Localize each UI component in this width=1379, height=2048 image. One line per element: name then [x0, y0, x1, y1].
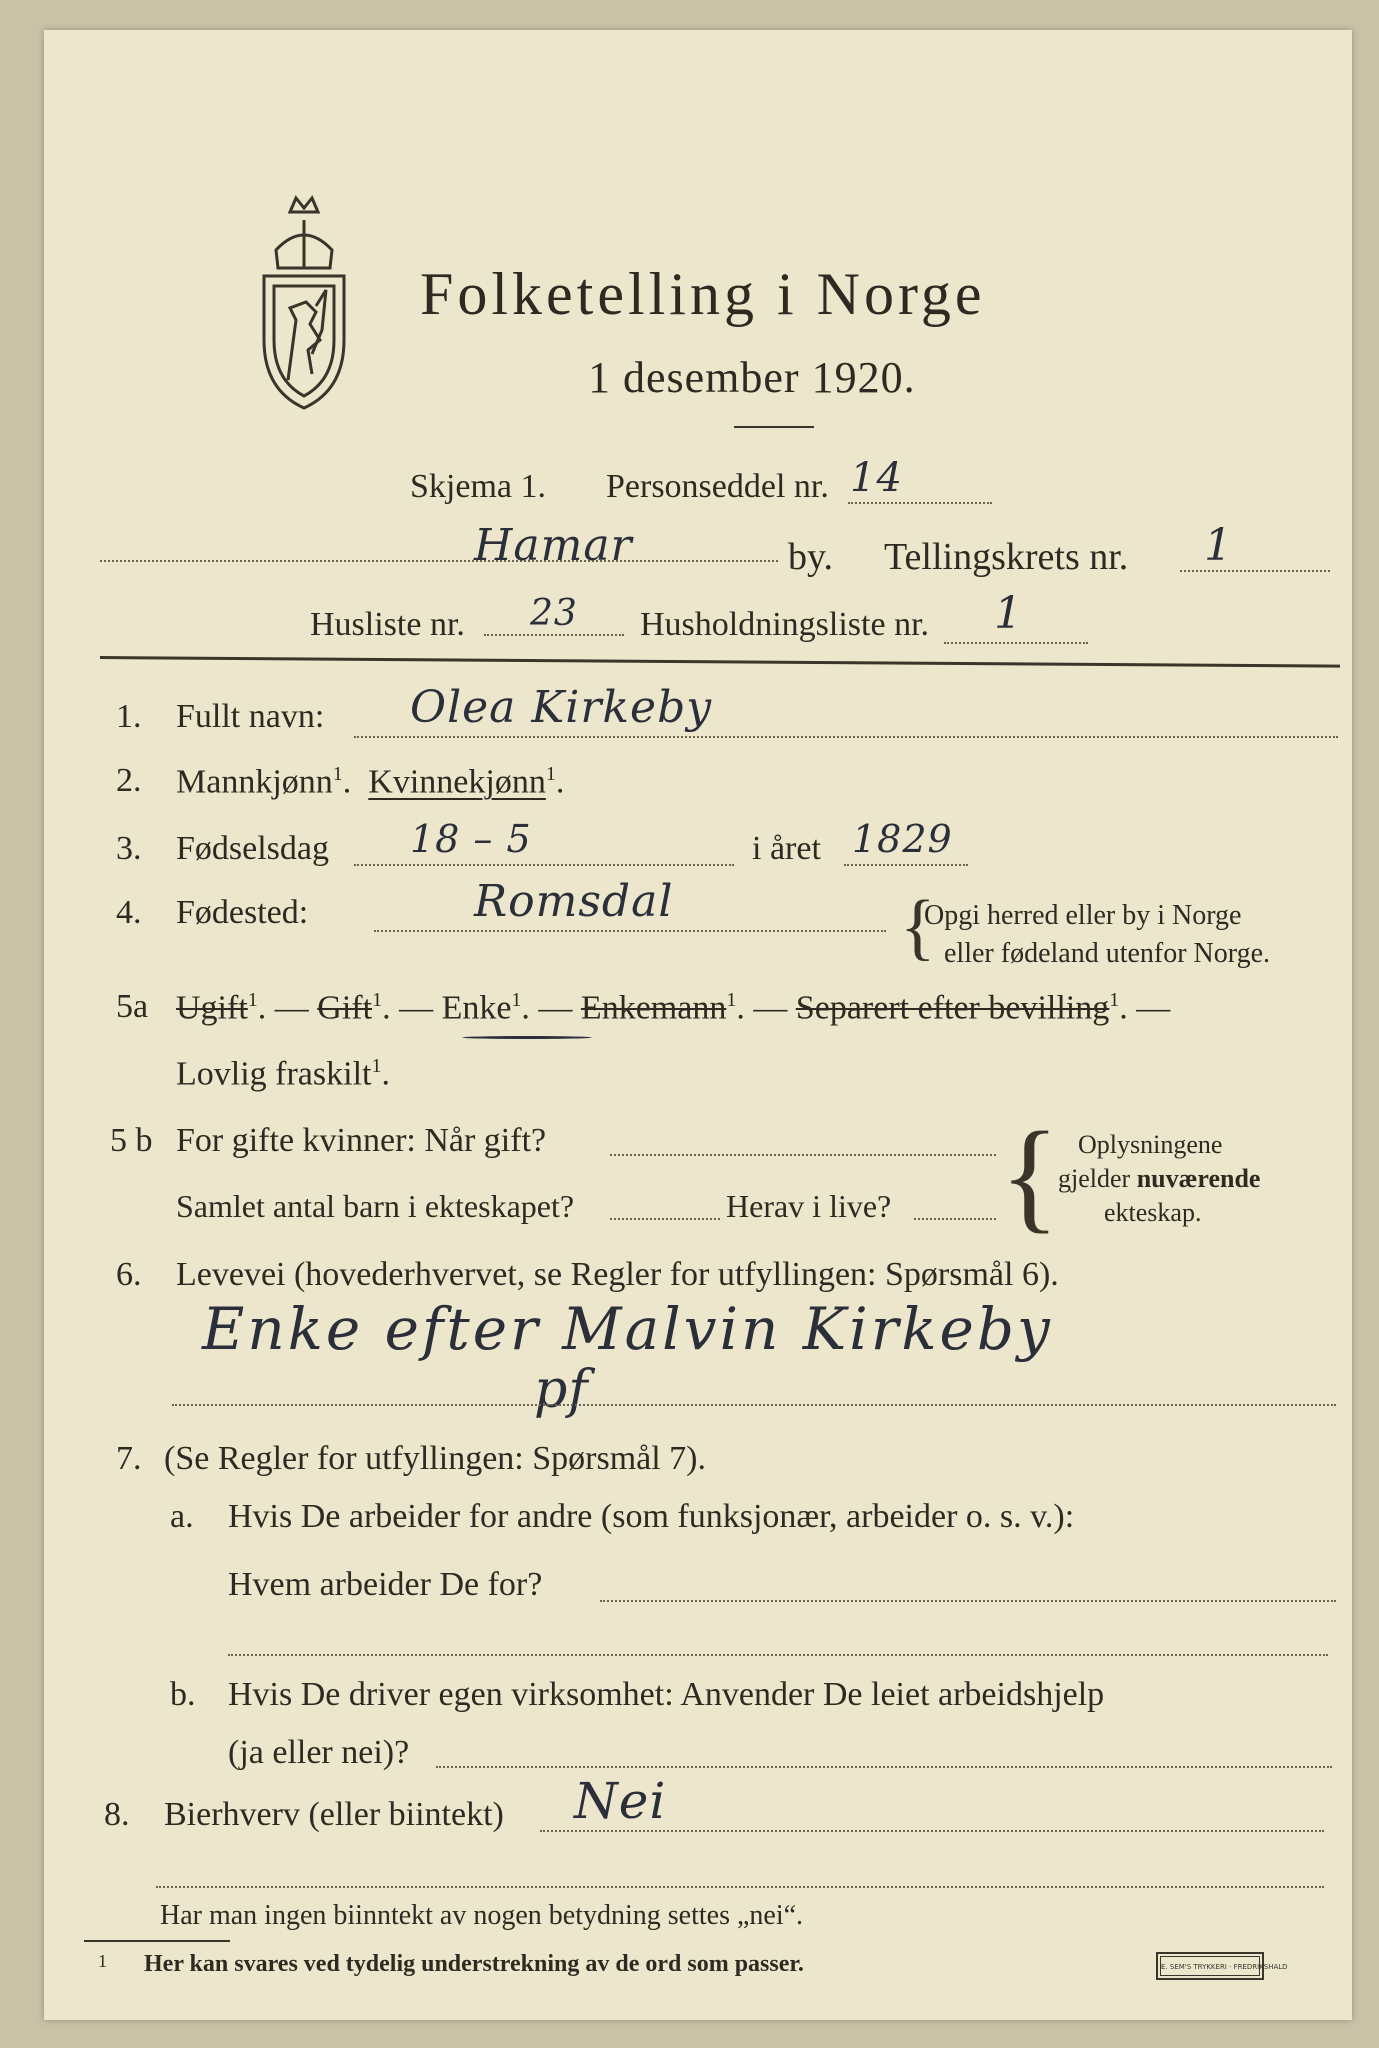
q5b-label1: For gifte kvinner: Når gift? — [176, 1122, 547, 1159]
q8-line — [540, 1830, 1324, 1832]
personseddel-label: Personseddel nr. — [606, 468, 829, 505]
q1-label: Fullt navn: — [176, 698, 325, 735]
q7a-number: a. — [170, 1498, 194, 1535]
q2-number: 2. — [116, 762, 142, 799]
q6-value[interactable]: Enke efter Malvin Kirkeby — [202, 1295, 1053, 1363]
q4-value[interactable]: Romsdal — [474, 876, 674, 927]
q4-note-line1: Opgi herred eller by i Norge — [924, 900, 1242, 931]
husliste-value[interactable]: 23 — [530, 593, 578, 634]
q5a-options: Ugift$^1$. — Gift$^1$. — Enke$^1$. — Enkemann$^1$. — Separert efter bevilling$^1$. — — [176, 989, 1171, 1027]
footer-note: Har man ingen biinntekt av nogen betydning settes „nei“. — [160, 1900, 804, 1931]
q3-year-line — [844, 864, 968, 866]
q5b-alive-line — [914, 1218, 996, 1220]
q7a-line1 — [600, 1600, 1336, 1602]
q7b-line — [436, 1766, 1332, 1768]
q7-number: 7. — [116, 1440, 142, 1477]
q1-line — [354, 736, 1338, 738]
q8-number: 8. — [104, 1796, 130, 1833]
q4-number: 4. — [116, 894, 142, 931]
q5b-married-line — [610, 1154, 996, 1156]
q7b-label: Hvis De driver egen virksomhet: Anvender De leiet arbeidshjelp — [228, 1676, 1105, 1713]
q8-value[interactable]: Nei — [574, 1772, 667, 1830]
q3-year-label: i året — [752, 830, 821, 867]
husholdning-value[interactable]: 1 — [994, 588, 1023, 639]
q5b-label2: Samlet antal barn i ekteskapet? — [176, 1188, 575, 1224]
census-form — [44, 30, 1352, 2020]
printer-stamp: E. SEM'S TRYKKERI · FREDRIKSHALD — [1156, 1952, 1264, 1980]
q4-label: Fødested: — [176, 894, 309, 931]
q4-line — [374, 930, 886, 932]
q1-number: 1. — [116, 698, 142, 735]
form-date: 1 desember 1920. — [588, 353, 916, 402]
q3-day-line — [354, 864, 734, 866]
tellingskrets-value[interactable]: 1 — [1204, 520, 1233, 571]
tellingskrets-line — [1180, 570, 1330, 572]
q3-number: 3. — [116, 830, 142, 867]
q5a-gift[interactable]: Gift — [317, 989, 373, 1027]
q3-year-value[interactable]: 1829 — [852, 817, 953, 861]
q5b-brace: { — [1000, 1107, 1060, 1244]
q7a-line2 — [228, 1654, 1328, 1656]
footnote-divider — [84, 1940, 230, 1942]
q3-day-value[interactable]: 18 – 5 — [410, 817, 532, 861]
q7-label: (Se Regler for utfyllingen: Spørsmål 7). — [164, 1440, 707, 1477]
q5a-enke[interactable]: Enke — [441, 989, 512, 1027]
q5a-separert[interactable]: Separert efter bevilling — [795, 989, 1110, 1027]
q3-label: Fødselsdag — [176, 830, 329, 867]
q7b-label2: (ja eller nei)? — [228, 1734, 410, 1771]
q2-male[interactable]: Mannkjønn — [176, 763, 333, 801]
q6-label: Levevei (hovederhvervet, se Regler for utfyllingen: Spørsmål 6). — [176, 1256, 1059, 1293]
schema-label: Skjema 1. — [410, 468, 546, 505]
q8-label: Bierhverv (eller biintekt) — [164, 1796, 504, 1833]
q5b-note2: gjelder nuværende — [1058, 1164, 1261, 1193]
q5b-children-line — [610, 1218, 720, 1220]
place-value[interactable]: Hamar — [474, 520, 633, 571]
q5a-enkemann[interactable]: Enkemann — [580, 989, 727, 1027]
husholdning-line — [944, 642, 1088, 644]
q6-number: 6. — [116, 1256, 142, 1293]
coat-of-arms-icon — [250, 190, 358, 415]
q5b-note1: Oplysningene — [1078, 1130, 1223, 1159]
q7a-label: Hvis De arbeider for andre (som funksjonær, arbeider o. s. v.): — [228, 1498, 1075, 1535]
husliste-line — [484, 634, 624, 636]
q5a-fraskilt: Lovlig fraskilt$^1$. — [176, 1055, 390, 1093]
q5b-label3: Herav i live? — [726, 1188, 892, 1224]
q4-note-line2: eller fødeland utenfor Norge. — [944, 938, 1271, 969]
q5a-enke-underline — [462, 1036, 592, 1039]
form-title: Folketelling i Norge — [420, 261, 986, 327]
header-divider — [100, 656, 1340, 668]
q2-options: Mannkjønn$^1$. Kvinnekjønn$^1$. — [176, 763, 565, 801]
q2-female[interactable]: Kvinnekjønn — [368, 763, 546, 801]
personseddel-line — [848, 502, 992, 504]
q6-line — [172, 1404, 1336, 1406]
q6-mark: pf — [534, 1360, 589, 1420]
q7b-number: b. — [170, 1676, 196, 1713]
q5b-number: 5 b — [110, 1122, 153, 1159]
q5b-note3: ekteskap. — [1104, 1198, 1202, 1227]
q7a-label2: Hvem arbeider De for? — [228, 1566, 543, 1603]
title-divider — [734, 426, 814, 428]
q1-value[interactable]: Olea Kirkeby — [410, 682, 713, 733]
q4-brace: { — [900, 886, 936, 968]
personseddel-value[interactable]: 14 — [850, 455, 903, 501]
place-line — [100, 560, 778, 562]
q5a-number: 5a — [116, 988, 149, 1025]
footnote-text: Her kan svares ved tydelig understrekning av de ord som passer. — [144, 1951, 804, 1977]
q8-line2 — [156, 1886, 1324, 1888]
by-label: by. — [788, 536, 834, 578]
tellingskrets-label: Tellingskrets nr. — [884, 536, 1129, 578]
husholdning-label: Husholdningsliste nr. — [640, 606, 930, 643]
husliste-label: Husliste nr. — [310, 606, 465, 643]
footnote-number: 1 — [98, 1951, 107, 1971]
q5a-ugift[interactable]: Ugift — [176, 989, 248, 1027]
